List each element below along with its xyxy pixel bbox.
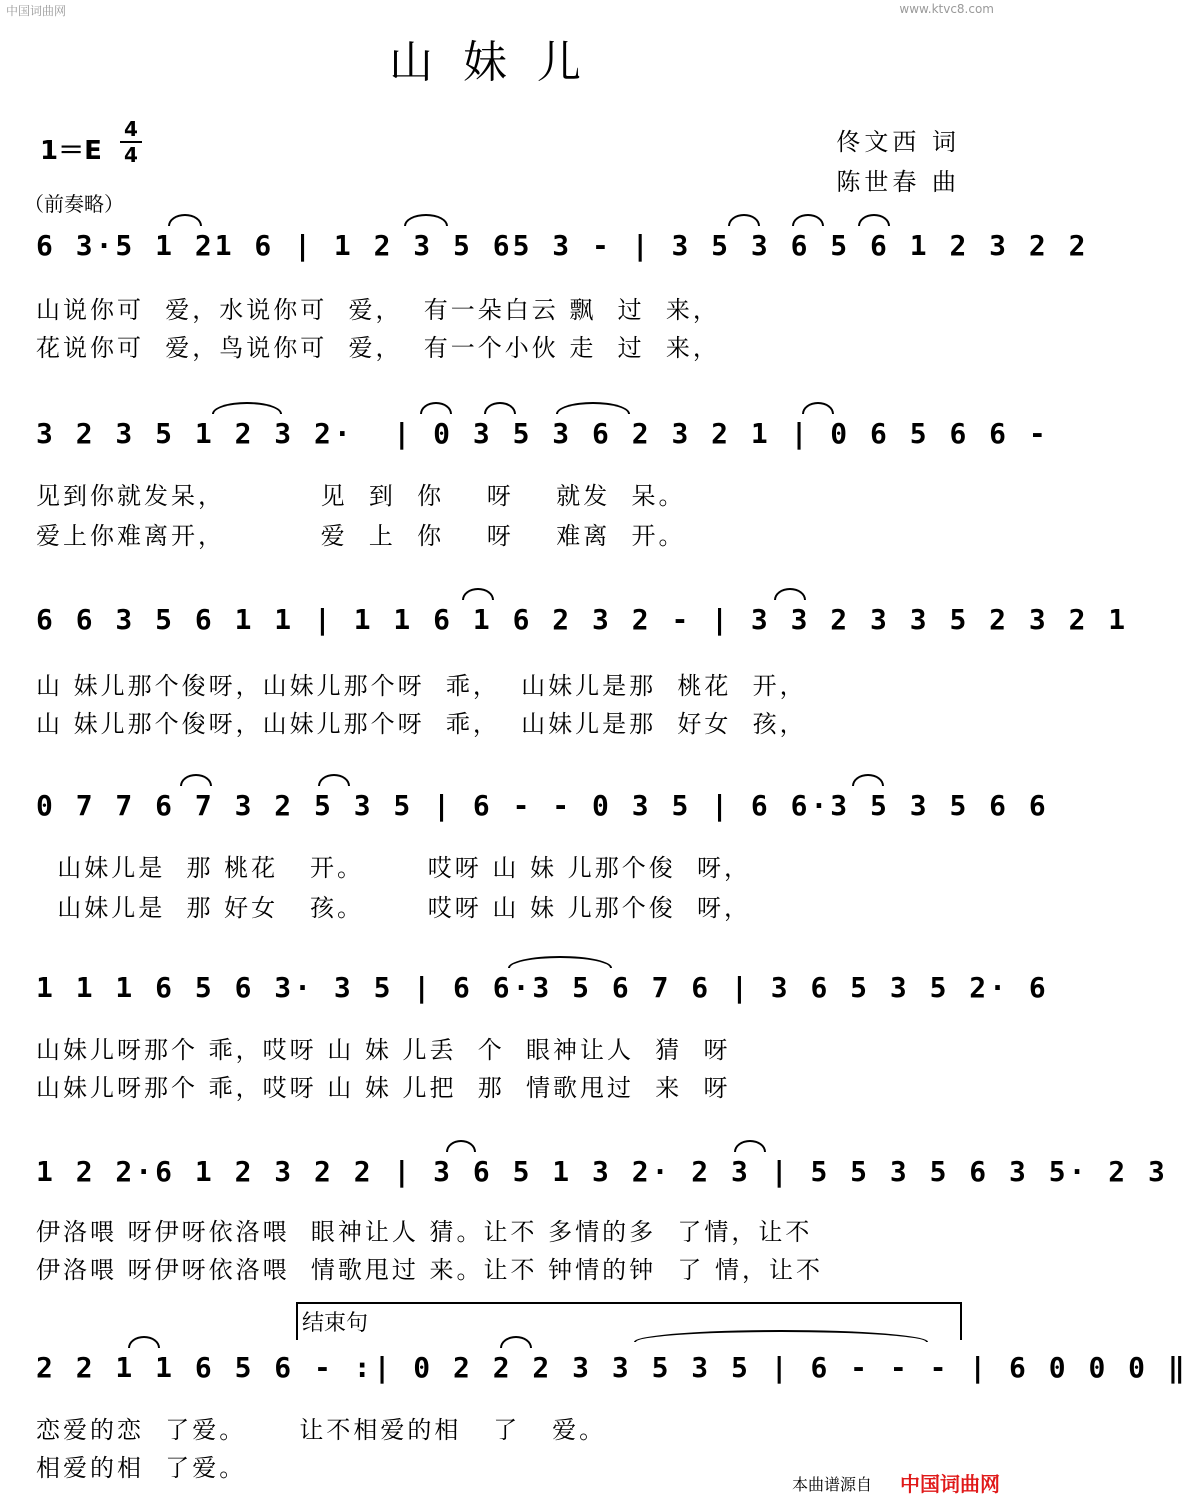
lyric-verse2-line4: 山妹儿是 那 好女 孩。 哎呀 山 妹 儿那个俊 呀，	[36, 894, 751, 922]
lyric-verse1-line1: 山说你可 爱，水说你可 爱， 有一朵白云 飘 过 来，	[36, 296, 720, 324]
lyric-verse1-line7: 恋爱的恋 了爱。 让不相爱的相 了 爱。	[36, 1416, 607, 1444]
notation-text: 6 3·5 1 21 6 | 1 2 3 5 65 3 - | 3 5 3 6 5 6 1 2 3 2 2	[36, 229, 1089, 262]
time-signature-top: 4	[124, 117, 138, 141]
source-note: 本曲谱源自	[792, 1475, 873, 1494]
time-signature-bottom: 4	[124, 143, 138, 167]
slur-mark	[128, 1336, 160, 1348]
slur-mark	[404, 214, 448, 226]
notation-line-2	[36, 410, 1049, 458]
notation-line-3	[36, 596, 1129, 644]
site-watermark: 中国词曲网	[6, 4, 67, 18]
notation-text: 1 2 2·6 1 2 3 2 2 | 3 6 5 1 3 2· 2 3 | 5 5 3 5 6 3 5· 2 3	[36, 1155, 1168, 1188]
ending-label: 结束句	[302, 1311, 369, 1336]
lyric-verse2-line2: 爱上你难离开， 爱 上 你 呀 难离 开。	[36, 522, 686, 550]
notation-line-7	[36, 1344, 1188, 1392]
time-signature	[120, 118, 142, 166]
intro-note: （前奏略）	[24, 192, 124, 216]
slur-mark	[212, 402, 282, 414]
lyric-verse2-line6: 伊洛喂 呀伊呀依洛喂 情歌甩过 来。让不 钟情的钟 了 情，让不	[36, 1256, 824, 1284]
brand-logo-text: 中国词曲网	[900, 1472, 1000, 1496]
notation-line-1	[36, 222, 1089, 270]
lyric-verse2-line7: 相爱的相 了爱。	[36, 1454, 247, 1482]
lyric-verse1-line4: 山妹儿是 那 桃花 开。 哎呀 山 妹 儿那个俊 呀，	[36, 854, 751, 882]
notation-line-5	[36, 964, 1049, 1012]
slur-mark	[556, 402, 630, 414]
notation-text: 1 1 1 6 5 6 3· 3 5 | 6 6·3 5 6 7 6 | 3 6 5 3 5 2· 6	[36, 971, 1049, 1004]
slur-mark	[462, 588, 494, 600]
notation-text: 6 6 3 5 6 1 1 | 1 1 6 1 6 2 3 2 - | 3 3 2 3 3 5 2 3 2 1	[36, 603, 1129, 636]
song-title: 山妹儿	[389, 37, 611, 88]
site-url-watermark: www.ktvc8.com	[899, 2, 994, 16]
key-signature: 1＝E	[40, 136, 102, 166]
notation-text: 0 7 7 6 7 3 2 5 3 5 | 6 - - 0 3 5 | 6 6·3 5 3 5 6 6	[36, 789, 1049, 822]
slur-mark	[484, 402, 516, 414]
slur-mark	[180, 774, 212, 786]
notation-line-4	[36, 782, 1049, 830]
lyric-verse1-line2: 见到你就发呆， 见 到 你 呀 就发 呆。	[36, 482, 686, 510]
slur-mark	[446, 1140, 476, 1152]
slur-mark	[852, 774, 884, 786]
slur-mark	[802, 402, 834, 414]
lyricist-credit: 佟文西 词	[836, 128, 960, 156]
lyric-verse1-line6: 伊洛喂 呀伊呀依洛喂 眼神让人 猜。让不 多情的多 了情，让不	[36, 1218, 813, 1246]
notation-text: 3 2 3 5 1 2 3 2· | 0 3 5 3 6 2 3 2 1 | 0 6 5 6 6 -	[36, 417, 1049, 450]
credits	[836, 122, 960, 202]
slur-mark	[774, 588, 806, 600]
slur-mark	[508, 956, 612, 968]
slur-mark	[728, 214, 760, 226]
slur-mark	[792, 214, 824, 226]
slur-mark	[420, 402, 452, 414]
lyric-verse2-line1: 花说你可 爱，鸟说你可 爱， 有一个小伙 走 过 来，	[36, 334, 720, 362]
notation-text: 2 2 1 1 6 5 6 - :| 0 2 2 2 3 3 5 3 5 | 6 - - - | 6 0 0 0 ‖	[36, 1351, 1188, 1384]
lyric-verse2-line3: 山 妹儿那个俊呀，山妹儿那个呀 乖， 山妹儿是那 好女 孩，	[36, 710, 807, 738]
lyric-verse1-line5: 山妹儿呀那个 乖，哎呀 山 妹 儿丢 个 眼神让人 猜 呀	[36, 1036, 731, 1064]
notation-line-6	[36, 1148, 1168, 1196]
slur-mark	[734, 1140, 766, 1152]
lyric-verse1-line3: 山 妹儿那个俊呀，山妹儿那个呀 乖， 山妹儿是那 桃花 开，	[36, 672, 807, 700]
lyric-verse2-line5: 山妹儿呀那个 乖，哎呀 山 妹 儿把 那 情歌甩过 来 呀	[36, 1074, 731, 1102]
slur-mark	[858, 214, 890, 226]
slur-mark	[168, 214, 202, 226]
composer-credit: 陈世春 曲	[836, 168, 960, 196]
slur-mark	[318, 774, 350, 786]
